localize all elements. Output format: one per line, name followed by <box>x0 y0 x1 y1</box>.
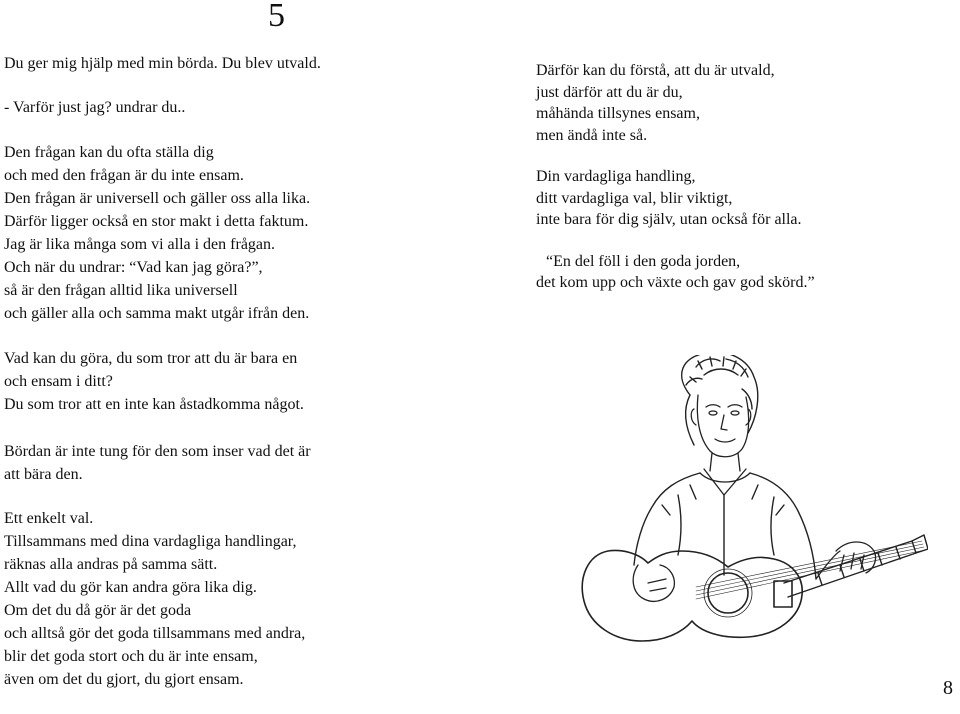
poem-line: att bära den. <box>4 466 83 483</box>
poem-line: blir det goda stort och du är inte ensam, <box>4 648 258 665</box>
poem-line: Om det du då gör är det goda <box>4 602 192 619</box>
poem-line: Allt vad du gör kan andra göra lika dig. <box>4 579 257 596</box>
poem-line: räknas alla andras på samma sätt. <box>4 556 218 573</box>
poem-line: och alltså gör det goda tillsammans med andra, <box>4 625 306 642</box>
stanza <box>4 96 394 119</box>
stanza <box>4 141 394 325</box>
stanza <box>536 251 946 294</box>
poem-line: Och när du undrar: “Vad kan jag göra?”, <box>4 259 263 276</box>
poem-line: Därför kan du förstå, att du är utvald, <box>536 62 775 79</box>
hands-sketch <box>633 542 875 601</box>
poem-line: just därför att du är du, <box>536 83 683 101</box>
poem-line: Därför ligger också en stor makt i detta faktum. <box>4 213 309 230</box>
poem-line: Bördan är inte tung för den som inser vad det är <box>4 443 311 460</box>
poem-line: Din vardagliga handling, <box>536 168 696 185</box>
stanza <box>4 440 394 486</box>
poem-line: “En del föll i den goda jorden, <box>546 252 741 270</box>
poem-line: ditt vardagliga val, blir viktigt, <box>536 189 733 207</box>
guitar-strings-sketch <box>696 541 925 599</box>
guitar-player-sketch-icon <box>578 355 928 665</box>
stanza <box>4 52 394 75</box>
torso-sketch <box>634 473 816 579</box>
poem-line: och med den frågan är du inte ensam. <box>4 167 244 184</box>
poem-line: Tillsammans med dina vardagliga handlingar, <box>4 533 297 550</box>
stanza <box>536 166 946 231</box>
poem-right-column <box>536 60 946 314</box>
poem-line: och gäller alla och samma makt utgår ifrån den. <box>4 305 310 322</box>
poem-line: inte bara för dig själv, utan också för alla. <box>536 211 802 228</box>
face-sketch <box>691 395 751 457</box>
page-number-top: 5 <box>268 0 285 34</box>
stanza <box>536 60 946 146</box>
guitar-body-sketch <box>582 551 802 642</box>
poem-line: det kom upp och växte och gav god skörd.” <box>536 274 815 291</box>
poem-line: Vad kan du göra, du som tror att du är bara en <box>4 350 298 367</box>
poem-line: så är den frågan alltid lika universell <box>4 282 238 299</box>
poem-line: måhända tillsynes ensam, <box>536 105 700 122</box>
poem-line: även om det du gjort, du gjort ensam. <box>4 671 244 688</box>
poem-left-column <box>4 52 394 714</box>
poem-line: men ändå inte så. <box>536 126 648 144</box>
stanza <box>4 347 394 416</box>
page-number-bottom: 8 <box>943 677 953 699</box>
poem-line: Jag är lika många som vi alla i den frågan. <box>4 236 276 253</box>
poem-line: Den frågan kan du ofta ställa dig <box>4 144 214 161</box>
poem-line: Ett enkelt val. <box>4 510 94 527</box>
stanza <box>4 507 394 691</box>
poem-line: Den frågan är universell och gäller oss alla lika. <box>4 190 311 207</box>
poem-line: och ensam i ditt? <box>4 373 113 390</box>
poem-line: Du som tror att en inte kan åstadkomma något. <box>4 396 304 413</box>
poem-line: - Varför just jag? undrar du.. <box>4 99 186 116</box>
neck-sketch <box>700 453 750 495</box>
poem-line: Du ger mig hjälp med min börda. Du blev utvald. <box>4 55 321 72</box>
